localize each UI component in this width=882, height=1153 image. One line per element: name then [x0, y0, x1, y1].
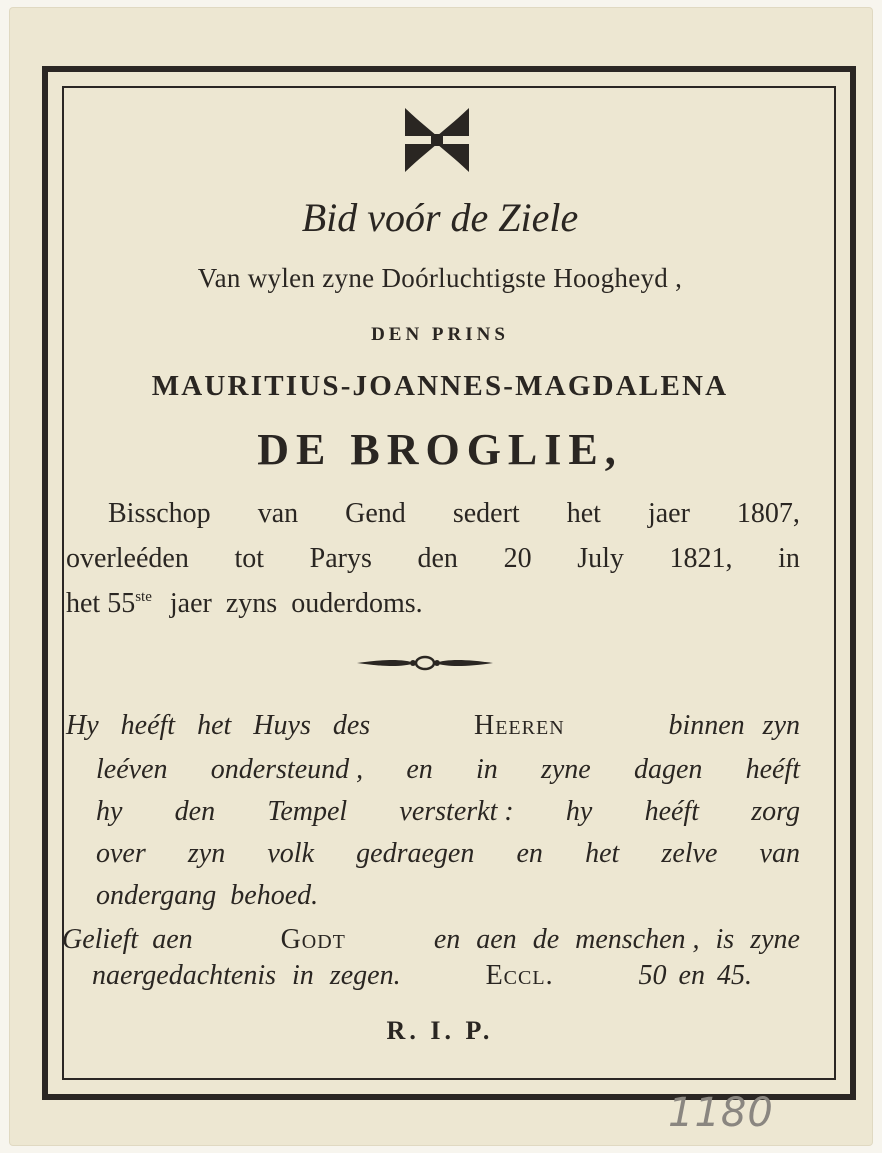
- eccl-reference: Eccl.: [485, 960, 554, 991]
- word: en: [516, 838, 543, 869]
- quote-line: [92, 962, 752, 990]
- word: 20: [503, 543, 532, 574]
- ordinal-suffix: ste: [135, 589, 152, 605]
- word: Tempel: [267, 796, 348, 827]
- inventory-number: 1180: [668, 1090, 774, 1136]
- word: Huys: [253, 710, 311, 741]
- verse-line: [96, 840, 800, 868]
- word: ouderdoms.: [291, 588, 423, 619]
- word: hy: [96, 796, 123, 827]
- quote-line: [62, 926, 800, 954]
- word: zyn: [187, 838, 226, 869]
- word: Bisschop: [108, 498, 211, 529]
- word: aen: [152, 924, 193, 955]
- word: en: [406, 754, 433, 785]
- biography-line: [66, 590, 800, 618]
- word: het: [197, 710, 232, 741]
- word: 50: [638, 960, 667, 991]
- word: sedert: [452, 498, 520, 529]
- word: menschen ,: [575, 924, 700, 955]
- heeren-smallcaps: Heeren: [473, 710, 565, 741]
- biography-line: [66, 545, 800, 573]
- word: zyn: [762, 710, 800, 741]
- given-names: MAURITIUS-JOANNES-MAGDALENA: [151, 370, 729, 402]
- word: het: [585, 838, 620, 869]
- title-prefix: DEN PRINS: [371, 324, 509, 345]
- word: van: [257, 498, 299, 529]
- godt-smallcaps: Godt: [280, 924, 346, 955]
- word: zelve: [661, 838, 718, 869]
- word: heéft: [120, 710, 176, 741]
- word: July: [577, 543, 624, 574]
- word: des: [332, 710, 371, 741]
- word: den: [174, 796, 216, 827]
- rip-closing: R. I. P.: [386, 1016, 494, 1045]
- word: zegen.: [329, 960, 401, 991]
- word: van: [759, 838, 800, 869]
- word: over: [96, 838, 146, 869]
- word: ondersteund ,: [210, 754, 364, 785]
- word: en: [678, 960, 705, 991]
- age-text: het 55: [66, 588, 136, 619]
- biography-line: [108, 500, 800, 528]
- verse-line: [96, 798, 800, 826]
- word: heéft: [644, 796, 699, 827]
- word: Gend: [345, 498, 406, 529]
- word: Hy: [66, 710, 99, 741]
- verse-line: [96, 882, 800, 910]
- word: dagen: [633, 754, 703, 785]
- word: zyne: [750, 924, 800, 955]
- word: zyne: [540, 754, 591, 785]
- word: hy: [565, 796, 593, 827]
- surname: DE BROGLIE,: [257, 425, 623, 474]
- word: in: [292, 960, 314, 991]
- word: jaer: [647, 498, 690, 529]
- word: Gelieft: [62, 924, 139, 955]
- word: de: [532, 924, 560, 955]
- word: versterkt :: [399, 796, 514, 827]
- word: naergedachtenis: [92, 960, 277, 991]
- word: overleéden: [66, 543, 189, 574]
- word: tot: [234, 543, 265, 574]
- word: jaer: [169, 588, 212, 619]
- word: leéven: [96, 754, 168, 785]
- word: en: [433, 924, 461, 955]
- word: heéft: [745, 754, 800, 785]
- subtitle: Van wylen zyne Doórluchtigste Hoogheyd ,: [197, 263, 683, 293]
- ornamental-divider-icon: [355, 652, 495, 674]
- word: zorg: [751, 796, 800, 827]
- word: ondergang: [96, 880, 217, 911]
- word: binnen: [668, 710, 745, 741]
- word: behoed.: [230, 880, 319, 911]
- verse-line: [66, 712, 800, 740]
- word: 1807,: [736, 498, 800, 529]
- invocation: Bid voór de Ziele: [301, 195, 579, 240]
- word: 1821,: [669, 543, 733, 574]
- cross-pattee-icon: [403, 106, 471, 174]
- word: volk: [267, 838, 315, 869]
- word: het: [566, 498, 601, 529]
- word: in: [475, 754, 498, 785]
- word: is: [715, 924, 735, 955]
- word: in: [778, 543, 800, 574]
- word: gedraegen: [356, 838, 475, 869]
- word: aen: [476, 924, 517, 955]
- word: 45.: [716, 960, 752, 991]
- word: zyns: [225, 588, 278, 619]
- word: den: [417, 543, 458, 574]
- verse-line: [96, 756, 800, 784]
- word: Parys: [309, 543, 372, 574]
